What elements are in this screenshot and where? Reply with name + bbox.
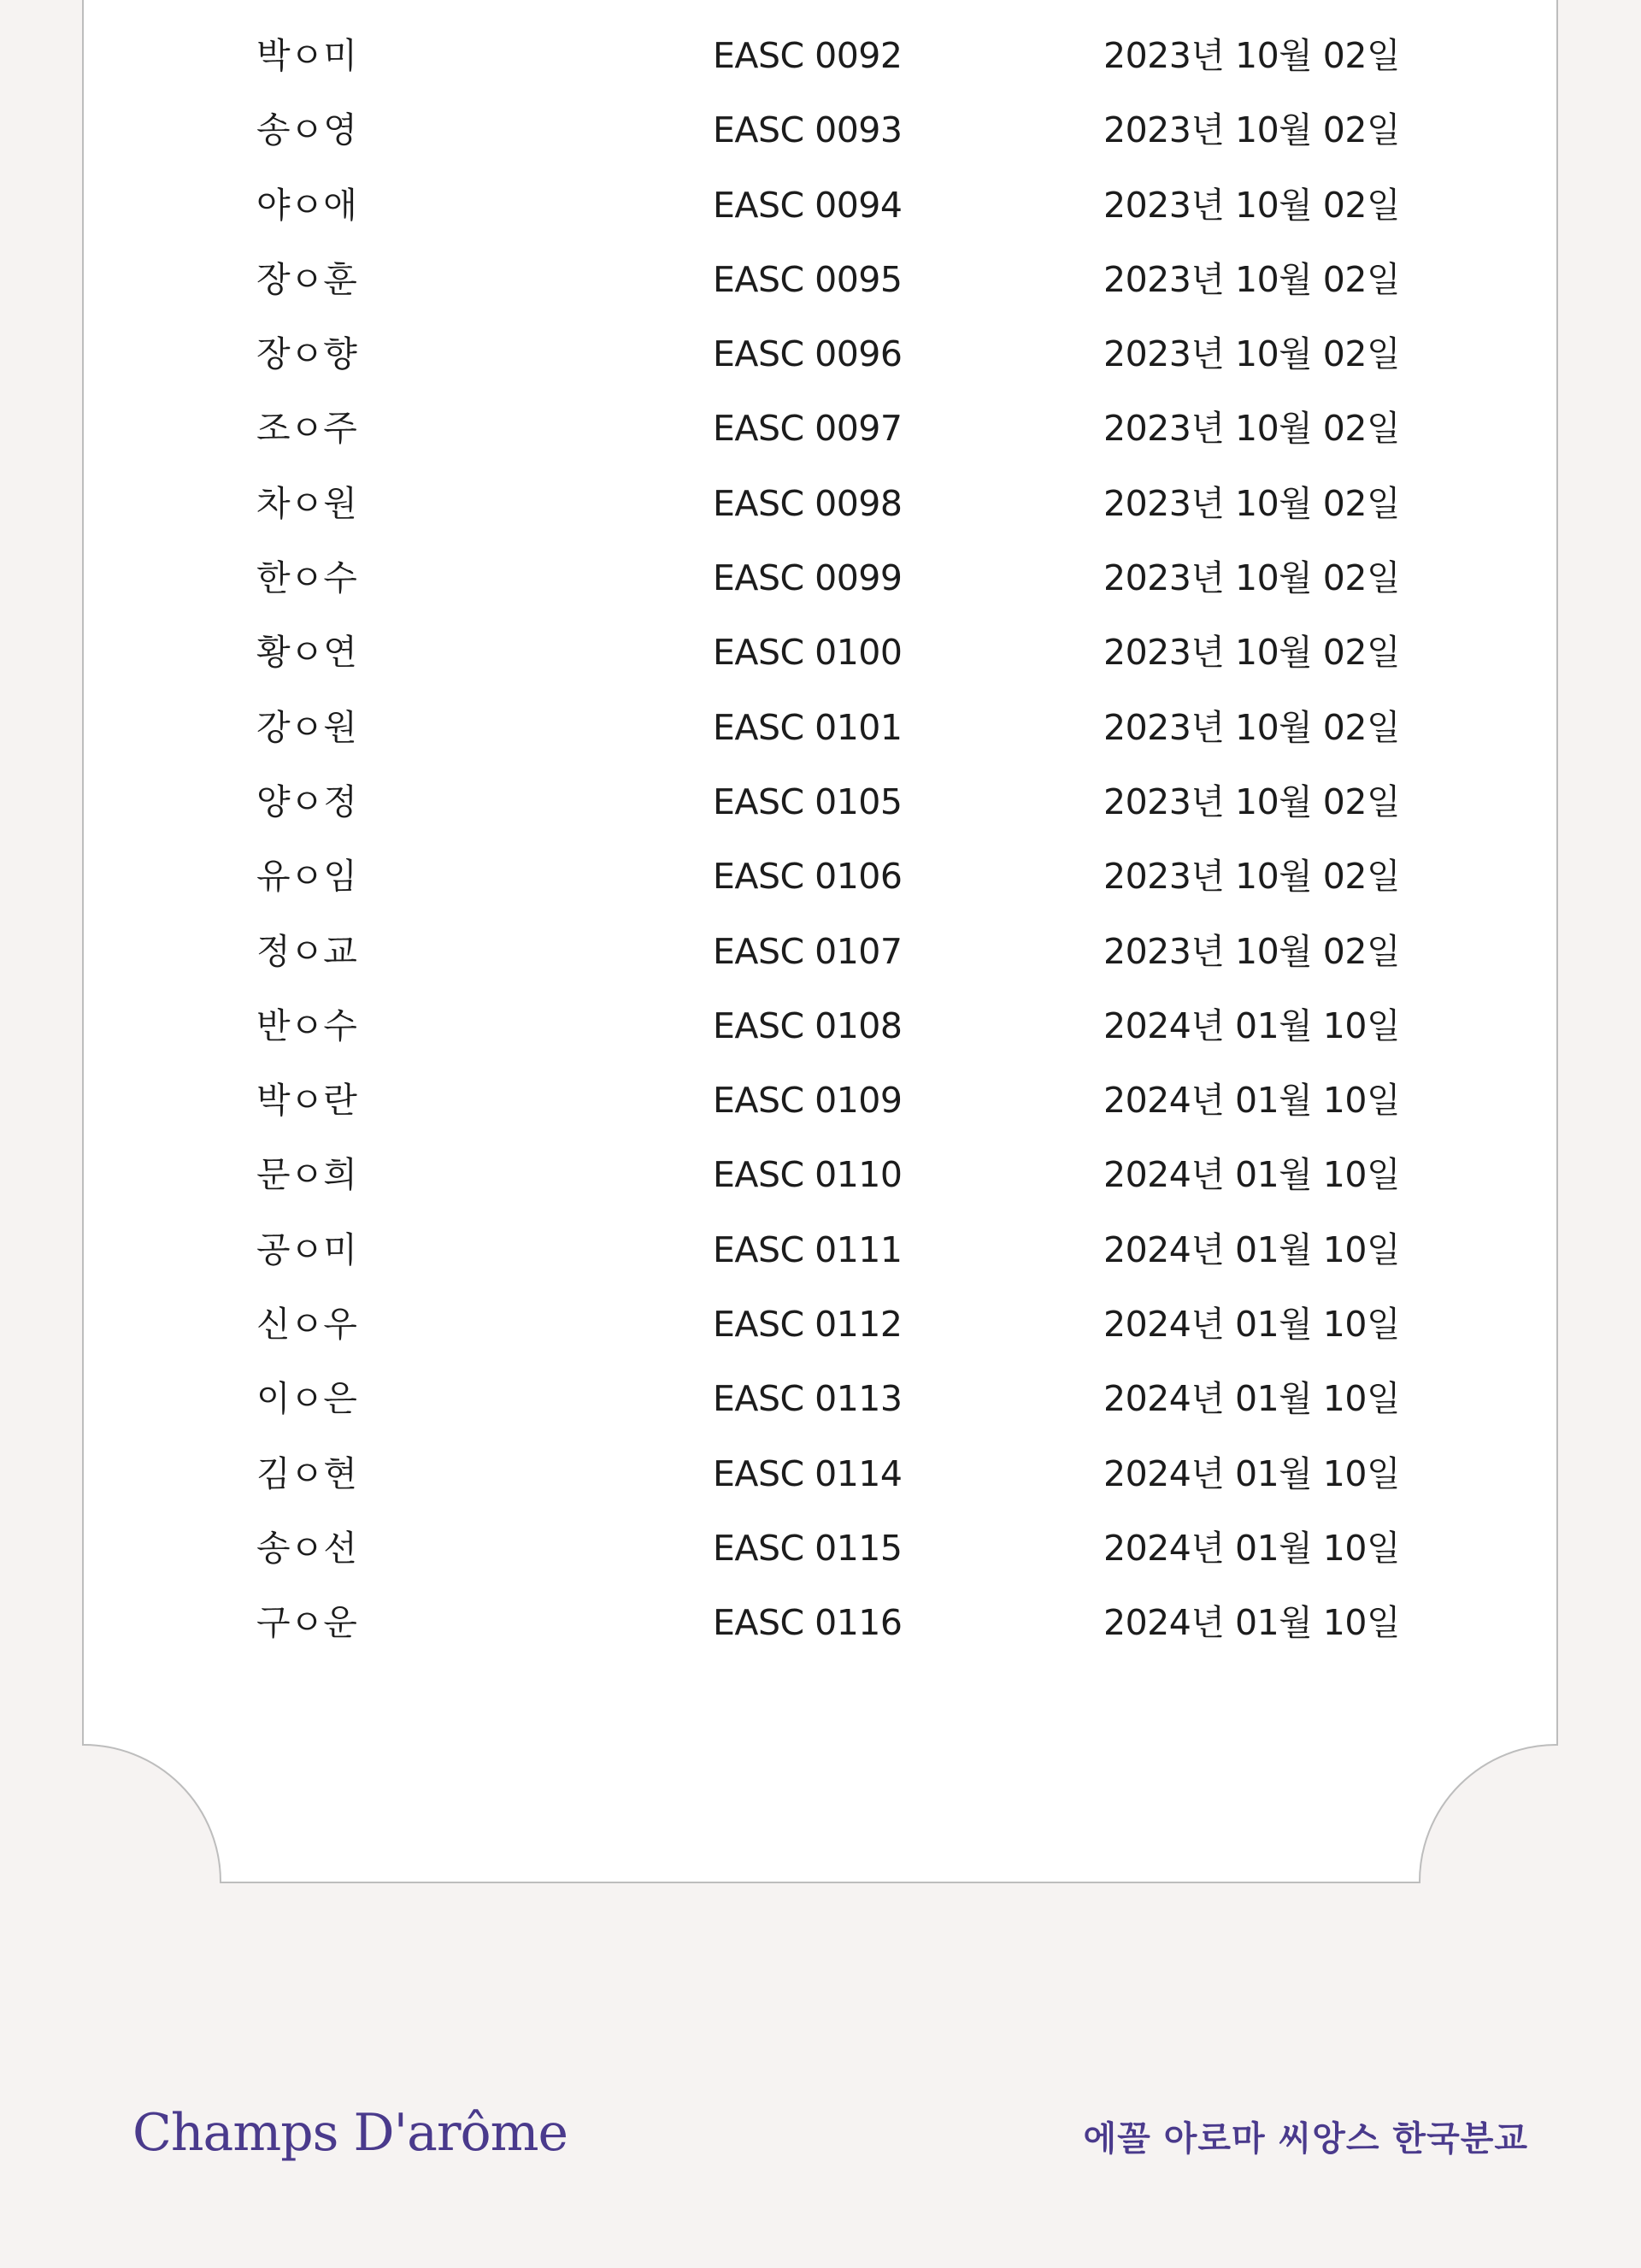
certificate-code: EASC 0105	[713, 781, 903, 822]
certificate-code: EASC 0092	[713, 35, 903, 76]
recipient-name: 구ㅇ운	[256, 1602, 357, 1644]
brand-logo: Champs D'arôme	[132, 2103, 568, 2163]
issue-date: 2024년 01월 10일	[1103, 1228, 1401, 1270]
certificate-list	[0, 19, 1641, 1661]
certificate-code: EASC 0101	[713, 706, 903, 748]
certificate-code: EASC 0110	[713, 1154, 903, 1196]
certificate-code: EASC 0096	[713, 333, 903, 375]
recipient-name: 박ㅇ란	[256, 1080, 357, 1122]
issue-date: 2023년 10월 02일	[1103, 706, 1401, 748]
table-row	[0, 616, 1641, 690]
recipient-name: 송ㅇ선	[256, 1527, 357, 1569]
certificate-code: EASC 0107	[713, 930, 903, 972]
recipient-name: 김ㅇ현	[256, 1452, 357, 1494]
certificate-code: EASC 0111	[713, 1228, 903, 1270]
issue-date: 2023년 10월 02일	[1103, 856, 1401, 898]
recipient-name: 장ㅇ향	[256, 333, 357, 375]
recipient-name: 반ㅇ수	[256, 1004, 357, 1046]
issue-date: 2023년 10월 02일	[1103, 184, 1401, 226]
issue-date: 2023년 10월 02일	[1103, 258, 1401, 300]
recipient-name: 유ㅇ임	[256, 856, 357, 898]
certificate-code: EASC 0115	[713, 1527, 903, 1569]
certificate-code: EASC 0095	[713, 258, 903, 300]
table-row	[0, 915, 1641, 989]
issue-date: 2023년 10월 02일	[1103, 333, 1401, 375]
recipient-name: 박ㅇ미	[256, 35, 357, 76]
recipient-name: 공ㅇ미	[256, 1228, 357, 1270]
table-row	[0, 243, 1641, 317]
recipient-name: 양ㅇ정	[256, 781, 357, 822]
table-row	[0, 1586, 1641, 1660]
certificate-code: EASC 0099	[713, 557, 903, 599]
table-row	[0, 765, 1641, 839]
certificate-code: EASC 0116	[713, 1602, 903, 1644]
issue-date: 2024년 01월 10일	[1103, 1452, 1401, 1494]
issue-date: 2024년 01월 10일	[1103, 1602, 1401, 1644]
issue-date: 2023년 10월 02일	[1103, 930, 1401, 972]
table-row	[0, 1511, 1641, 1586]
table-row	[0, 691, 1641, 765]
table-row	[0, 839, 1641, 914]
recipient-name: 차ㅇ원	[256, 482, 357, 524]
issue-date: 2024년 01월 10일	[1103, 1004, 1401, 1046]
table-row	[0, 1213, 1641, 1287]
table-row	[0, 1063, 1641, 1138]
table-row	[0, 1437, 1641, 1511]
recipient-name: 신ㅇ우	[256, 1304, 357, 1346]
certificate-code: EASC 0094	[713, 184, 903, 226]
certificate-code: EASC 0113	[713, 1378, 903, 1420]
table-row	[0, 1138, 1641, 1212]
table-row	[0, 1287, 1641, 1362]
recipient-name: 장ㅇ훈	[256, 258, 357, 300]
certificate-code: EASC 0112	[713, 1304, 903, 1346]
certificate-code: EASC 0108	[713, 1004, 903, 1046]
recipient-name: 조ㅇ주	[256, 408, 357, 450]
table-row	[0, 989, 1641, 1063]
recipient-name: 강ㅇ원	[256, 706, 357, 748]
table-row	[0, 392, 1641, 466]
issue-date: 2024년 01월 10일	[1103, 1527, 1401, 1569]
issue-date: 2023년 10월 02일	[1103, 781, 1401, 822]
issue-date: 2023년 10월 02일	[1103, 35, 1401, 76]
table-row	[0, 1362, 1641, 1436]
issue-date: 2023년 10월 02일	[1103, 109, 1401, 151]
certificate-code: EASC 0109	[713, 1080, 903, 1122]
table-row	[0, 19, 1641, 93]
certificate-code: EASC 0100	[713, 632, 903, 674]
certificate-code: EASC 0114	[713, 1452, 903, 1494]
issue-date: 2023년 10월 02일	[1103, 482, 1401, 524]
issue-date: 2023년 10월 02일	[1103, 557, 1401, 599]
table-row	[0, 168, 1641, 243]
recipient-name: 이ㅇ은	[256, 1378, 357, 1420]
issue-date: 2023년 10월 02일	[1103, 632, 1401, 674]
issue-date: 2023년 10월 02일	[1103, 408, 1401, 450]
issue-date: 2024년 01월 10일	[1103, 1378, 1401, 1420]
issue-date: 2024년 01월 10일	[1103, 1154, 1401, 1196]
certificate-code: EASC 0093	[713, 109, 903, 151]
recipient-name: 송ㅇ영	[256, 109, 357, 151]
table-row	[0, 467, 1641, 541]
recipient-name: 문ㅇ희	[256, 1154, 357, 1196]
certificate-code: EASC 0098	[713, 482, 903, 524]
table-row	[0, 317, 1641, 392]
recipient-name: 정ㅇ교	[256, 930, 357, 972]
school-name: 에꼴 아로마 씨앙스 한국분교	[1083, 2119, 1528, 2159]
issue-date: 2024년 01월 10일	[1103, 1304, 1401, 1346]
table-row	[0, 93, 1641, 168]
recipient-name: 야ㅇ애	[256, 184, 357, 226]
certificate-code: EASC 0097	[713, 408, 903, 450]
recipient-name: 황ㅇ연	[256, 632, 357, 674]
certificate-code: EASC 0106	[713, 856, 903, 898]
table-row	[0, 541, 1641, 616]
recipient-name: 한ㅇ수	[256, 557, 357, 599]
issue-date: 2024년 01월 10일	[1103, 1080, 1401, 1122]
